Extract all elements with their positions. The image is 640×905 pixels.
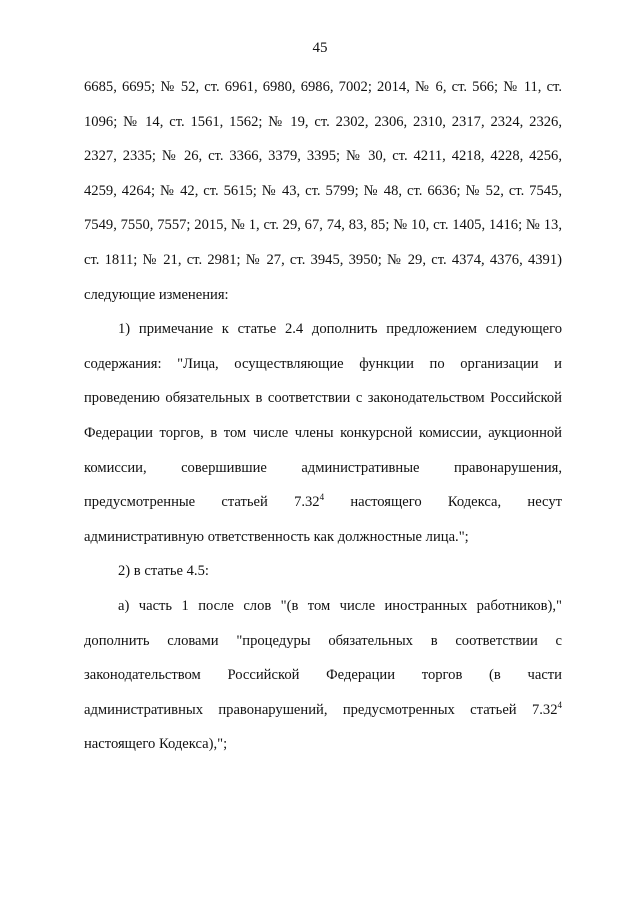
paragraph-text: настоящего Кодекса),"; [84, 736, 228, 753]
superscript: 4 [319, 492, 325, 503]
paragraph-article-4-5: 2) в статье 4.5: [118, 563, 209, 580]
paragraph-text: 1) примечание к статье 2.4 дополнить предложением следующего содержания: "Лица, осуществляющие функции по организации и проведению обязательных в соответствии с законодательством Российской Федерации торгов, в том числе члены конкурсной комиссии, аукционной комиссии, совершившие административные правонарушения, предусмотренные статьей 7.32 [84, 321, 562, 511]
document-body [84, 70, 562, 762]
superscript: 4 [557, 699, 562, 710]
paragraph-text: настоящего Кодекса, несут административную ответственность как должностные лица."; [84, 494, 562, 545]
paragraph-citations: 6685, 6695; № 52, ст. 6961, 6980, 6986, 7002; 2014, № 6, ст. 566; № 11, ст. 1096; № 14, ст. 1561, 1562; № 19, ст. 2302, 2306, 2310, 2317, 2324, 2326, 2327, 2335; № 26, ст. 3366, 3379, 3395; № 30, ст. 4211, 4218, 4228, 4256, 4259, 4264; № 42, ст. 5615; № 43, ст. 5799; № 48, ст. 6636; № 52, ст. 7545, 7549, 7550, 7557; 2015, № 1, ст. 29, 67, 74, 83, 85; № 10, ст. 1405, 1416; № 13, ст. 1811; № 21, ст. 2981; № 27, ст. 3945, 3950; № 29, ст. 4374, 4376, 4391) следующие изменения: [84, 79, 562, 303]
paragraph-text: а) часть 1 после слов "(в том числе иностранных работников)," дополнить словами "процедуры обязательных в соответствии с законодательством Российской Федерации торгов (в части административных правонарушений, предусмотренных статьей 7.32 [84, 597, 562, 718]
paragraph-part-1 [84, 589, 562, 762]
paragraph-note-article-2-4 [84, 312, 562, 554]
page-number: 45 [312, 40, 328, 56]
